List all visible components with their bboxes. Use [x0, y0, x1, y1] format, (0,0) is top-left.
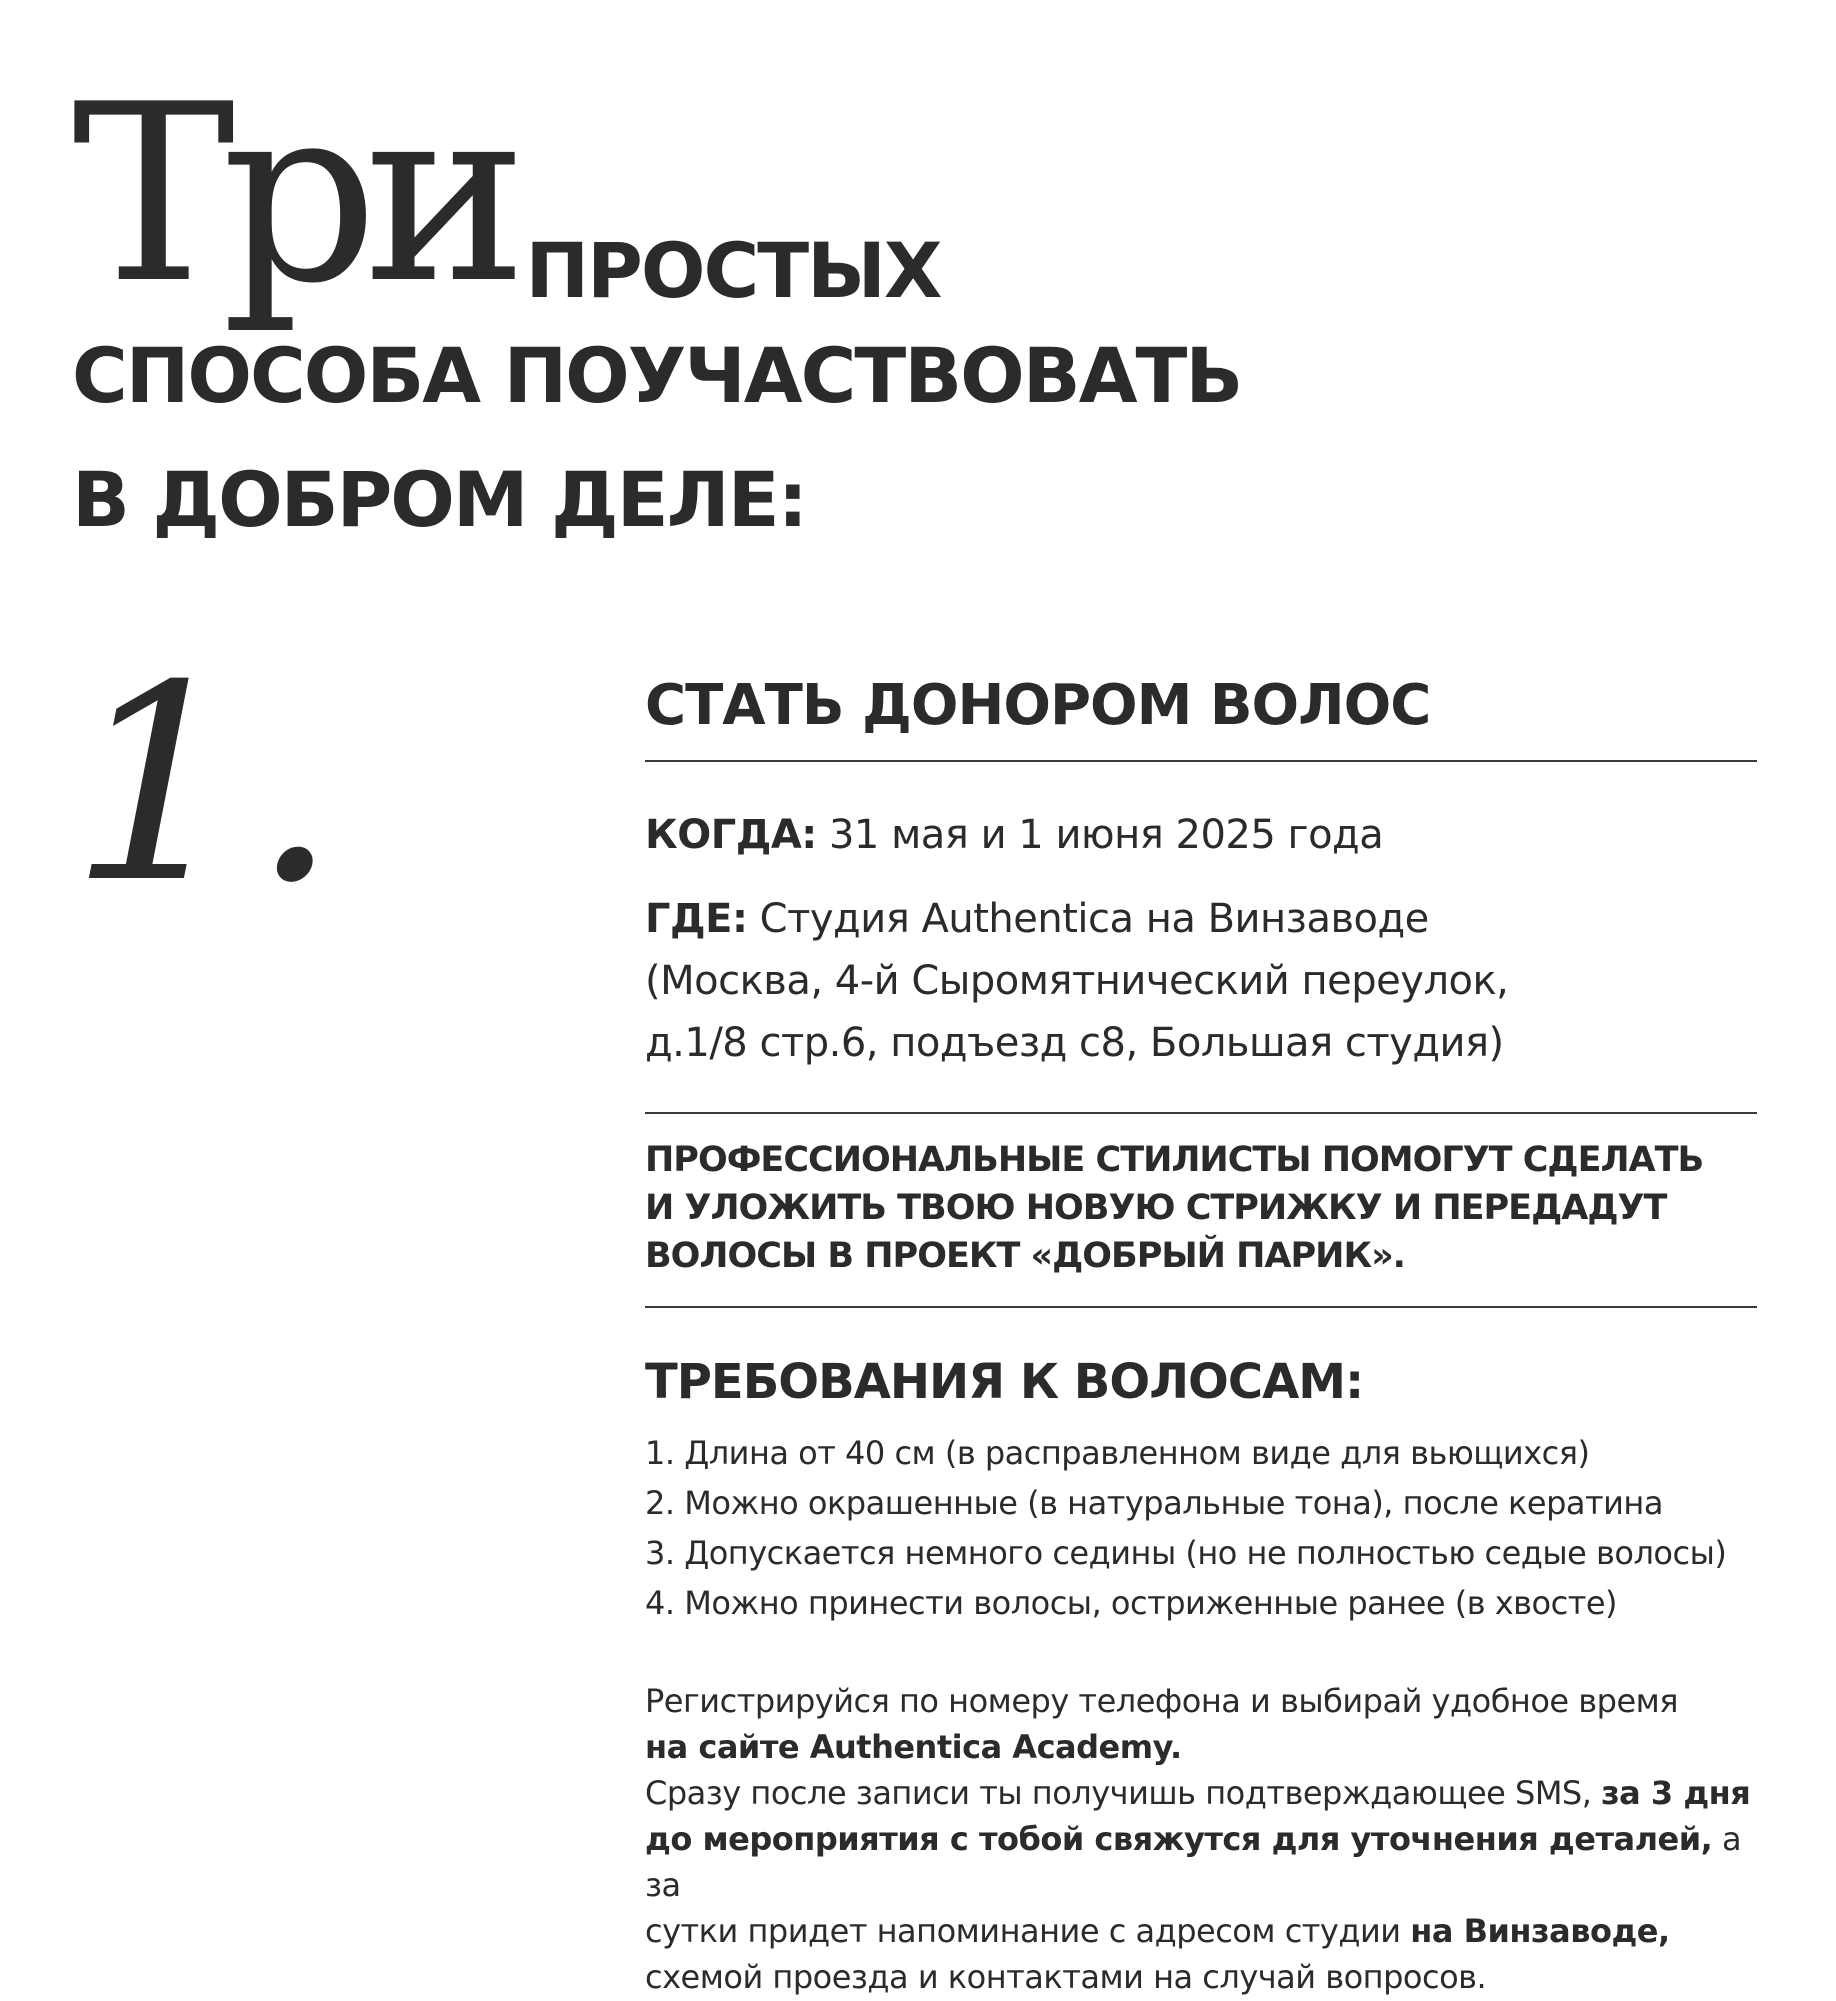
registration-paragraph-2: [645, 1770, 1757, 2000]
section-content: [645, 673, 1757, 2000]
requirement-item: 3. Допускается немного седины (но не полностью седые волосы): [645, 1534, 1727, 1572]
stylists-callout: [645, 1136, 1757, 1306]
requirement-item: 2. Можно окрашенные (в натуральные тона), после кератина: [645, 1484, 1663, 1522]
where-line-2: (Москва, 4-й Сыромятнический переулок,: [645, 958, 1509, 1004]
registration-text: Регистрируйся по номеру телефона и выбирай удобное время: [645, 1682, 1679, 1720]
when-label: КОГДА:: [645, 812, 817, 858]
and-text: а за: [645, 1820, 1742, 1904]
requirement-item: 4. Можно принести волосы, остриженные ранее (в хвосте): [645, 1584, 1617, 1622]
where-label: ГДЕ:: [645, 896, 748, 942]
registration-info: [645, 1678, 1757, 2000]
headline-line-2: СПОСОБА ПОУЧАСТВОВАТЬ: [72, 331, 1242, 420]
headline-big-word: Три: [72, 52, 514, 337]
headline-line-3: В ДОБРОМ ДЕЛЕ:: [72, 455, 807, 544]
directions-text: схемой проезда и контактами на случай вопросов.: [645, 1958, 1487, 1996]
divider: [645, 760, 1757, 762]
contact-days-text: за 3 дня: [1601, 1774, 1751, 1812]
academy-site-link[interactable]: на сайте Authentica Academy.: [645, 1728, 1182, 1766]
section-title: СТАТЬ ДОНОРОМ ВОЛОС: [645, 673, 1431, 738]
divider: [645, 1112, 1757, 1114]
callout-line-2: И УЛОЖИТЬ ТВОЮ НОВУЮ СТРИЖКУ И ПЕРЕДАДУТ: [645, 1188, 1667, 1228]
where-line-1: Студия Authentica на Винзаводе: [759, 896, 1429, 942]
headline: [72, 52, 1272, 544]
section-number: 1.: [70, 627, 348, 942]
when-value: 31 мая и 1 июня 2025 года: [828, 812, 1384, 858]
callout-line-3: ВОЛОСЫ В ПРОЕКТ «ДОБРЫЙ ПАРИК».: [645, 1236, 1405, 1276]
requirements-list: [645, 1428, 1757, 1628]
requirements-title: ТРЕБОВАНИЯ К ВОЛОСАМ:: [645, 1354, 1364, 1410]
where-info: [645, 888, 1757, 1074]
divider: [645, 1306, 1757, 1308]
registration-paragraph-1: [645, 1678, 1757, 1770]
requirement-item: 1. Длина от 40 см (в расправленном виде для вьющихся): [645, 1434, 1590, 1472]
headline-small-word: ПРОСТЫХ: [525, 226, 941, 315]
reminder-text: сутки придет напоминание с адресом студии: [645, 1912, 1401, 1950]
sms-text: Сразу после записи ты получишь подтверждающее SMS,: [645, 1774, 1592, 1812]
headline-row-1: [72, 52, 1272, 337]
callout-line-1: ПРОФЕССИОНАЛЬНЫЕ СТИЛИСТЫ ПОМОГУТ СДЕЛАТЬ: [645, 1140, 1704, 1180]
venue-text: на Винзаводе,: [1410, 1912, 1670, 1950]
where-line-3: д.1/8 стр.6, подъезд с8, Большая студия): [645, 1020, 1504, 1066]
contact-details-text: до мероприятия с тобой свяжутся для уточнения деталей,: [645, 1820, 1713, 1858]
when-info: [645, 804, 1757, 866]
